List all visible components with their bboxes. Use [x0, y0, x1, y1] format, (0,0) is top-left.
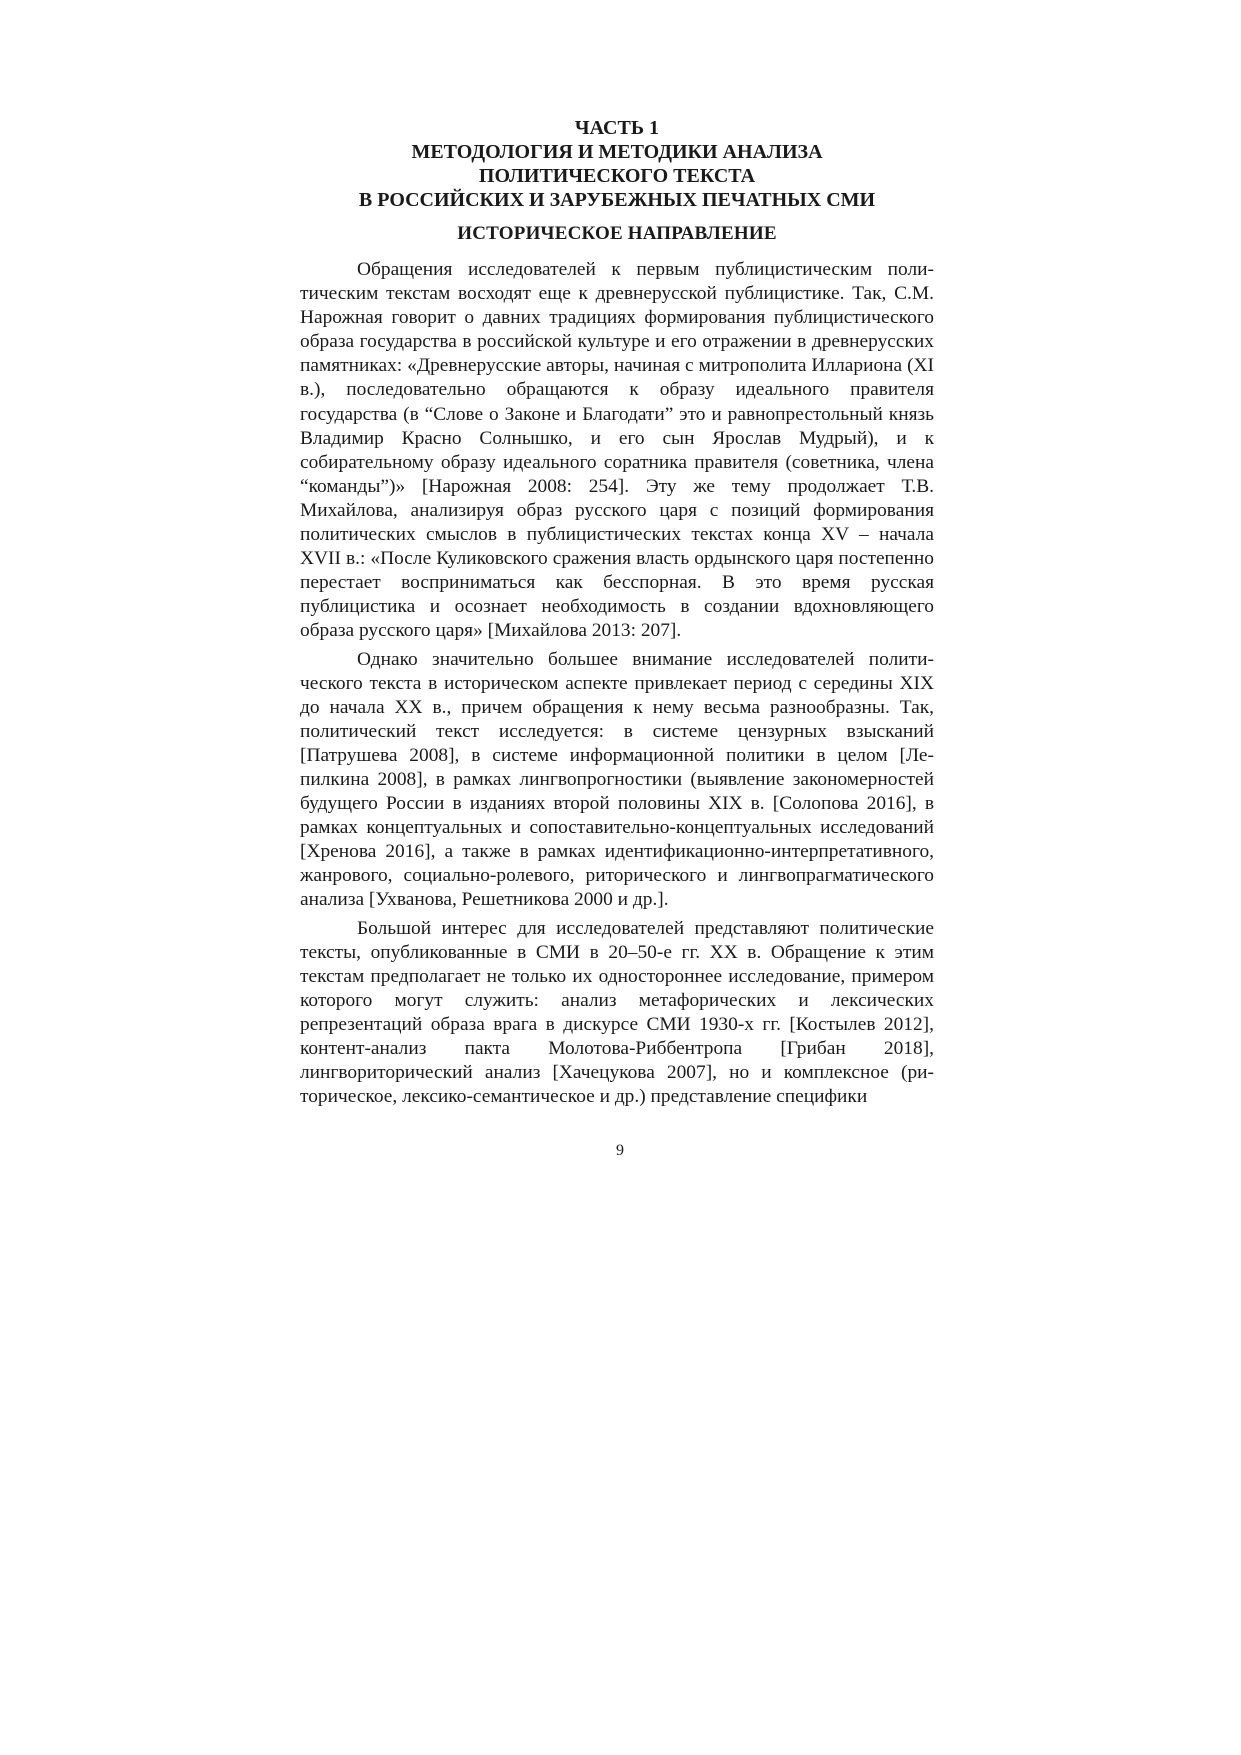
- text-block: [300, 116, 934, 1109]
- paragraph-1: Обращения исследователей к первым публицистическим политическим текстам восходят еще к древнерусской публицистике. Так, С.М. Нарожная говорит о давних традициях формирования публицистического образа государства в российской культуре и его отражении в древнерусских памятниках: «Древнерусские авторы, начиная с митрополита Иллариона (XI в.), последовательно обращаются к образу идеального правителя государства (в “Слове о Законе и Благодати” это и равнопрестольный князь Владимир Красно Солнышко, и его сын Ярослав Мудрый), и к собирательному образу идеального соратника правителя (советника, члена “команды”)» [Нарожная 2008: 254]. Эту же тему продолжает Т.В. Михайлова, анализируя образ русского царя с позиций формирования политических смыслов в публицистических текстах конца XV – начала XVII в.: «После Куликовского сражения власть ордынского царя постепенно перестает восприниматься как бесспорная. В это время русская публицистика и осознает необходимость в создании вдохновляющего образа русского царя» [Михайлова 2013: 207].: [300, 259, 934, 642]
- part-heading: [300, 116, 934, 212]
- section-subheading: ИСТОРИЧЕСКОЕ НАПРАВЛЕНИЕ: [457, 223, 777, 244]
- part-title-line-3: В РОССИЙСКИХ И ЗАРУБЕЖНЫХ ПЕЧАТНЫХ СМИ: [358, 189, 876, 211]
- paragraph-3: Большой интерес для исследователей представляют политические тексты, опубликованные в СМИ в 20–50-е гг. XX в. Обращение к этим текстам предполагает не только их одностороннее исследование, примером которого могут служить: анализ метафорических и лексических репрезентаций образа врага в дискурсе СМИ 1930-х гг. [Костылев 2012], контент-анализ пакта Молотова-Риббентропа [Грибан 2018], лингвориторический анализ [Хачецукова 2007], но и комплексное (риторическое, лексико-семантическое и др.) представление специфики: [300, 917, 934, 1108]
- part-title-line-2: ПОЛИТИЧЕСКОГО ТЕКСТА: [478, 165, 756, 187]
- paragraph-2: Однако значительно большее внимание исследователей политического текста в историческом аспекте привлекает период с середины XIX до начала XX в., причем обращения к нему весьма разнообразны. Так, политический текст исследуется: в системе цензурных взысканий [Патрушева 2008], в системе информационной политики в целом [Лепилкина 2008], в рамках лингвопрогностики (выявление закономерностей будущего России в изданиях второй половины XIX в. [Солопова 2016], в рамках концептуальных и сопоставительно-концептуальных исследований [Хренова 2016], а также в рамках идентификационно-интерпретативного, жанрового, социально-ролевого, риторического и лингвопрагматического анализа [Ухванова, Решетникова 2000 и др.].: [300, 648, 934, 911]
- page-number: 9: [616, 1142, 624, 1159]
- part-number: ЧАСТЬ 1: [574, 117, 660, 139]
- part-title-line-1: МЕТОДОЛОГИЯ И МЕТОДИКИ АНАЛИЗА: [411, 141, 823, 163]
